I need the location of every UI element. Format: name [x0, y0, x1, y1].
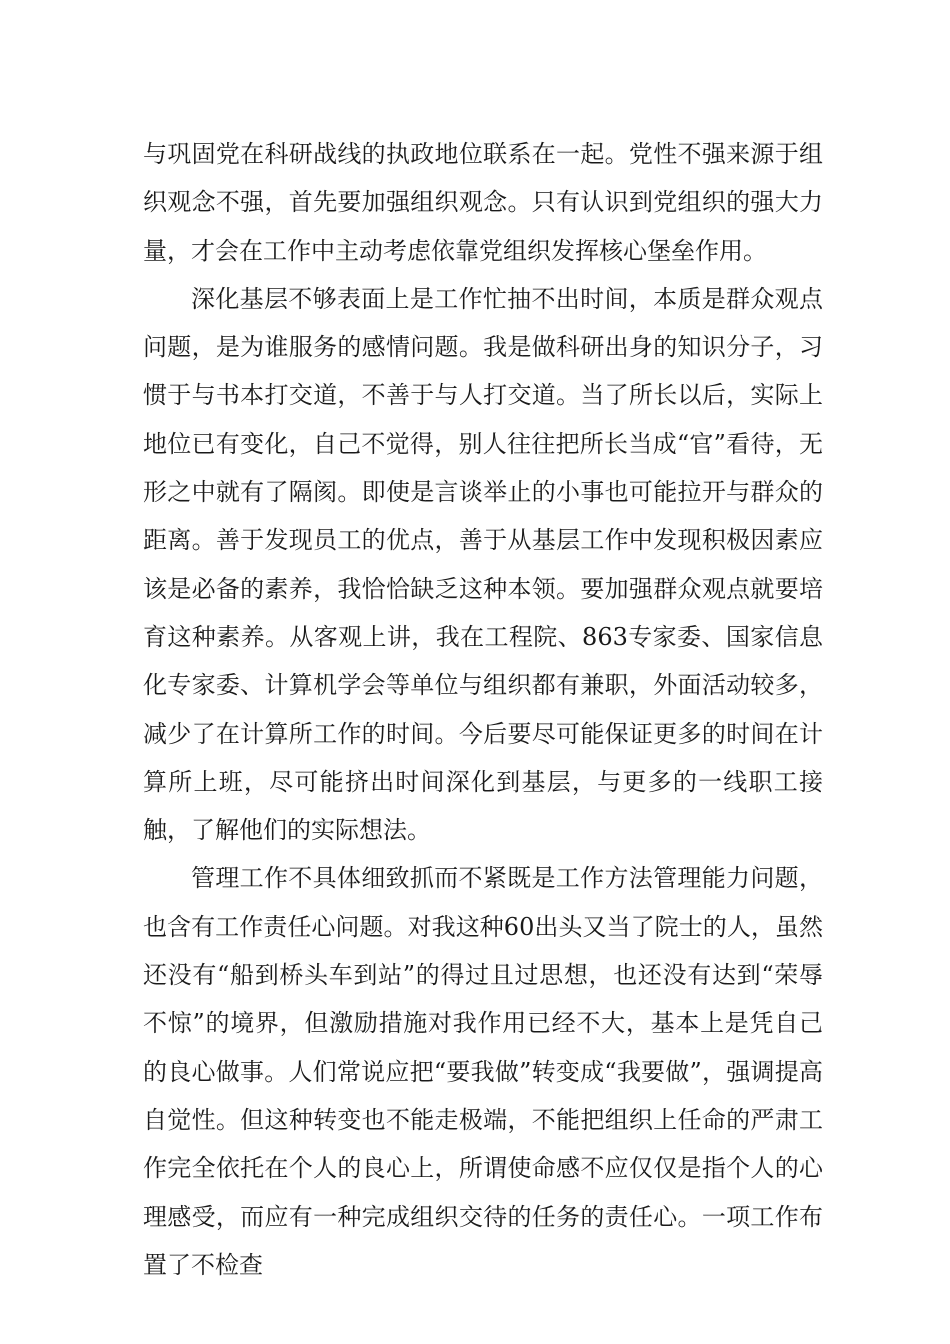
paragraph-2: 深化基层不够表面上是工作忙抽不出时间，本质是群众观点问题，是为谁服务的感情问题。我是做科研出身的知识分子，习惯于与书本打交道，不善于与人打交道。当了所长以后，实际上地位已有变化，自己不觉得，别人往往把所长当成“官”看待，无形之中就有了隔阂。即使是言谈举止的小事也可能拉开与群众的距离。善于发现员工的优点，善于从基层工作中发现积极因素应该是必备的素养，我恰恰缺乏这种本领。要加强群众观点就要培育这种素养。从客观上讲，我在工程院、863专家委、国家信息化专家委、计算机学会等单位与组织都有兼职，外面活动较多，减少了在计算所工作的时间。今后要尽可能保证更多的时间在计算所上班，尽可能挤出时间深化到基层，与更多的一线职工接触，了解他们的实际想法。 [143, 284, 823, 845]
paragraph-1: 与巩固党在科研战线的执政地位联系在一起。党性不强来源于组织观念不强，首先要加强组织观念。只有认识到党组织的强大力量，才会在工作中主动考虑依靠党组织发挥核心堡垒作用。 [143, 140, 823, 265]
paragraph-3: 管理工作不具体细致抓而不紧既是工作方法管理能力问题，也含有工作责任心问题。对我这种60出头又当了院士的人，虽然还没有“船到桥头车到站”的得过且过思想，也还没有达到“荣辱不惊”的境界，但激励措施对我作用已经不大，基本上是凭自己的良心做事。人们常说应把“要我做”转变成“我要做”，强调提高自觉性。但这种转变也不能走极端，不能把组织上任命的严肃工作完全依托在个人的良心上，所谓使命感不应仅仅是指个人的心理感受，而应有一种完成组织交待的任务的责任心。一项工作布置了不检查 [143, 864, 823, 1279]
body-text [143, 130, 823, 1289]
